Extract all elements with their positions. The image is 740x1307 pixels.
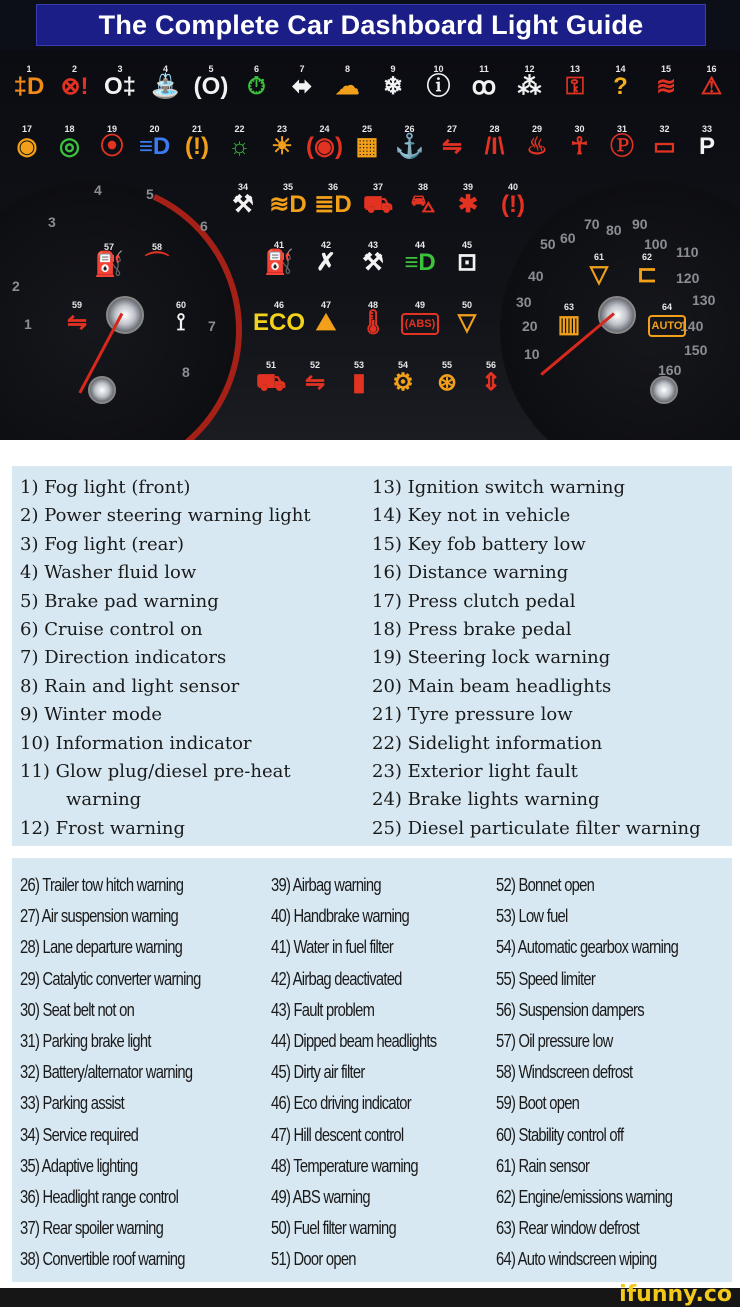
warning-light-number: 50 [461, 300, 472, 310]
warning-light-62-icon: ⊏ [636, 261, 658, 288]
warning-light-41 [258, 240, 300, 276]
warning-light-51-icon: ⛟ [255, 369, 287, 396]
warning-light-20 [134, 124, 176, 160]
legend-entry: 41) Water in fuel filter [271, 937, 394, 958]
legend-2-column-1 [20, 870, 240, 1276]
warning-light-62 [626, 252, 668, 288]
warning-light-64 [646, 302, 688, 337]
warning-light-number: 15 [660, 64, 671, 74]
legend-entry: 22) Sidelight information [372, 732, 603, 754]
warning-light-1 [8, 64, 50, 100]
warning-light-number: 52 [309, 360, 320, 370]
warning-light-30 [559, 124, 601, 160]
warning-light-54-icon: ⚙ [392, 369, 414, 396]
warning-light-27 [431, 124, 473, 160]
legend-entry: 57) Oil pressure low [496, 1031, 613, 1052]
warning-light-57-icon: ⛽ [94, 251, 124, 278]
legend-entry: 11) Glow plug/diesel pre-heat [20, 761, 291, 783]
rev-gauge-label: 6 [200, 218, 208, 234]
legend-2-column-3 [496, 870, 718, 1276]
warning-light-38-icon: ⛍ [410, 191, 436, 218]
warning-light-41-icon: ⛽ [264, 249, 294, 276]
warning-light-11 [463, 64, 505, 100]
warning-light-number: 14 [615, 64, 626, 74]
warning-light-11-icon: ꝏ [471, 73, 497, 100]
legend-entry: 20) Main beam headlights [372, 675, 612, 697]
legend-entry: 15) Key fob battery low [372, 533, 586, 555]
warning-light-2-icon: ⊗! [60, 73, 89, 100]
small-dial-hub-right [650, 376, 678, 404]
legend-entry: 25) Diesel particulate filter warning [372, 817, 701, 839]
warning-light-63 [548, 302, 590, 338]
legend-entry: 38) Convertible roof warning [20, 1249, 185, 1270]
warning-light-number: 30 [574, 124, 585, 134]
warning-light-number: 9 [390, 64, 396, 74]
warning-light-25 [346, 124, 388, 160]
legend-entry: 42) Airbag deactivated [271, 968, 402, 989]
speed-gauge-label: 10 [524, 346, 540, 362]
warning-light-number: 18 [64, 124, 75, 134]
legend-entry: 43) Fault problem [271, 999, 375, 1020]
warning-light-29-icon: ♨ [526, 133, 548, 160]
warning-light-number: 21 [191, 124, 202, 134]
speed-gauge-label: 60 [560, 230, 576, 246]
warning-light-30-icon: ☥ [570, 133, 589, 160]
legend-entry: 56) Suspension dampers [496, 999, 644, 1020]
warning-light-number: 5 [208, 64, 214, 74]
legend-entry: 27) Air suspension warning [20, 906, 179, 927]
footer-bar [0, 1282, 740, 1307]
warning-light-number: 55 [441, 360, 452, 370]
warning-light-number: 37 [372, 182, 383, 192]
warning-light-number: 53 [353, 360, 364, 370]
warning-light-number: 13 [569, 64, 580, 74]
legend-entry: 32) Battery/alternator warning [20, 1062, 193, 1083]
warning-light-4 [145, 64, 187, 100]
warning-light-number: 47 [320, 300, 331, 310]
warning-light-number: 25 [361, 124, 372, 134]
legend-entry: 48) Temperature warning [271, 1155, 418, 1176]
warning-light-29 [516, 124, 558, 160]
warning-light-50-icon: ▽ [457, 309, 477, 336]
warning-light-50 [446, 300, 488, 336]
warning-light-number: 6 [253, 64, 259, 74]
warning-light-12-icon: ⁂ [517, 73, 542, 100]
warning-light-64-icon: AUTO [648, 315, 687, 337]
warning-light-28 [474, 124, 516, 160]
legend-entry: 59) Boot open [496, 1093, 580, 1114]
speed-gauge-label: 50 [540, 236, 556, 252]
speed-gauge-label: 40 [528, 268, 544, 284]
warning-light-36-icon: ≣D [314, 191, 352, 218]
small-dial-hub-left [88, 376, 116, 404]
legend-entry: 1) Fog light (front) [20, 477, 191, 498]
warning-light-number: 59 [71, 300, 82, 310]
legend-entry: 36) Headlight range control [20, 1187, 179, 1208]
warning-light-number: 64 [661, 302, 672, 312]
ifunny-watermark: ifunny.co [619, 1282, 732, 1307]
legend-entry: 23) Exterior light fault [372, 761, 578, 783]
legend-entry: 51) Door open [271, 1249, 356, 1270]
warning-light-number: 48 [367, 300, 378, 310]
legend-entry: 16) Distance warning [372, 562, 569, 584]
warning-light-9 [372, 64, 414, 100]
warning-light-45-icon: ⊡ [456, 249, 478, 276]
warning-light-number: 23 [276, 124, 287, 134]
warning-light-24 [304, 124, 346, 160]
warning-light-number: 38 [417, 182, 428, 192]
warning-light-number: 33 [701, 124, 712, 134]
warning-light-56-icon: ⇕ [480, 369, 502, 396]
warning-light-47-icon: ⛰ [315, 309, 337, 336]
warning-light-number: 16 [706, 64, 717, 74]
legend-entry: 45) Dirty air filter [271, 1062, 365, 1083]
warning-light-55 [426, 360, 468, 396]
warning-light-number: 36 [327, 182, 338, 192]
legend-entry: 52) Bonnet open [496, 875, 595, 895]
warning-light-17-icon: ◉ [16, 133, 38, 160]
warning-light-48-icon: 🌡 [357, 309, 389, 336]
warning-light-7 [281, 64, 323, 100]
legend-entry: 62) Engine/emissions warning [496, 1187, 673, 1208]
warning-light-number: 62 [641, 252, 652, 262]
warning-light-23 [261, 124, 303, 160]
warning-light-number: 44 [414, 240, 425, 250]
legend-entry: 24) Brake lights warning [372, 789, 600, 811]
legend-entry: 10) Information indicator [20, 732, 252, 754]
speed-gauge-label: 70 [584, 216, 600, 232]
warning-light-35 [267, 182, 309, 218]
rev-gauge-label: 5 [146, 186, 154, 202]
warning-light-48 [352, 300, 394, 336]
warning-light-number: 11 [479, 64, 489, 74]
warning-light-number: 60 [175, 300, 186, 310]
legend-entry: 6) Cruise control on [20, 619, 203, 641]
warning-light-15-icon: ≋ [655, 73, 677, 100]
legend-entry: 18) Press brake pedal [372, 619, 572, 641]
legend-entry: 14) Key not in vehicle [372, 505, 571, 527]
speed-gauge-label: 100 [644, 236, 668, 252]
warning-light-52 [294, 360, 336, 396]
warning-light-52-icon: ⇋ [304, 369, 326, 396]
warning-light-number: 28 [489, 124, 500, 134]
warning-light-19 [91, 124, 133, 160]
warning-light-number: 32 [659, 124, 670, 134]
warning-light-24-icon: (◉) [306, 133, 343, 160]
warning-light-53-icon: ▮ [352, 369, 366, 396]
warning-light-40-icon: (!) [501, 191, 525, 218]
warning-light-17 [6, 124, 48, 160]
warning-light-37 [357, 182, 399, 218]
warning-light-49 [399, 300, 441, 335]
warning-light-number: 51 [265, 360, 276, 370]
warning-light-number: 31 [616, 124, 627, 134]
legend-entry: 55) Speed limiter [496, 968, 596, 989]
warning-light-number: 22 [234, 124, 245, 134]
legend-entry: 35) Adaptive lighting [20, 1155, 138, 1176]
warning-light-59 [56, 300, 98, 336]
warning-light-32 [644, 124, 686, 160]
rev-gauge-label: 4 [94, 182, 102, 198]
legend-entry: 34) Service required [20, 1124, 139, 1145]
warning-light-27-icon: ⇋ [441, 133, 463, 160]
legend-entry: 37) Rear spoiler warning [20, 1218, 164, 1239]
warning-light-number: 58 [151, 242, 162, 252]
warning-light-number: 40 [507, 182, 518, 192]
legend-entry: 12) Frost warning [20, 817, 185, 839]
rev-gauge-label: 1 [24, 316, 32, 332]
warning-light-31 [601, 124, 643, 160]
warning-light-number: 43 [367, 240, 378, 250]
warning-light-number: 8 [344, 64, 350, 74]
warning-light-33-icon: P [698, 133, 715, 160]
warning-light-58 [136, 242, 178, 278]
warning-light-number: 42 [320, 240, 331, 250]
warning-light-16-icon: ⚠ [700, 73, 723, 100]
legend-entry: 30) Seat belt not on [20, 999, 135, 1020]
warning-light-number: 17 [21, 124, 32, 134]
speed-gauge-label: 30 [516, 294, 532, 310]
warning-light-number: 4 [162, 64, 168, 74]
warning-light-number: 1 [26, 64, 32, 74]
rev-gauge-label: 7 [208, 318, 216, 334]
warning-light-59-icon: ⇋ [66, 309, 88, 336]
warning-light-60-icon: ⟟ [176, 309, 186, 336]
warning-light-6-icon: ⏱ [247, 73, 266, 100]
warning-light-2 [54, 64, 96, 100]
warning-light-5-icon: (O) [193, 73, 229, 100]
warning-light-31-icon: Ⓟ [610, 133, 634, 160]
legend-entry: 50) Fuel filter warning [271, 1218, 396, 1239]
legend-entry: 58) Windscreen defrost [496, 1062, 633, 1083]
warning-light-number: 3 [117, 64, 123, 74]
warning-light-number: 46 [273, 300, 284, 310]
legend-entry: 49) ABS warning [271, 1187, 370, 1208]
warning-light-number: 57 [103, 242, 114, 252]
legend-entry: 60) Stability control off [496, 1124, 624, 1145]
legend-2-column-2 [271, 870, 473, 1276]
warning-light-40 [492, 182, 534, 218]
legend-entry: 7) Direction indicators [20, 647, 227, 669]
dashboard-illustration [0, 50, 740, 440]
warning-light-1-icon: ‡D [13, 73, 45, 100]
speed-needle-hub [598, 296, 636, 334]
warning-light-47 [305, 300, 347, 336]
warning-light-13-icon: ⚿ [565, 73, 585, 100]
warning-light-61-icon: ▽ [589, 261, 609, 288]
warning-light-number: 7 [299, 64, 305, 74]
legend-entry: 13) Ignition switch warning [372, 477, 626, 498]
warning-light-49-icon: (ABS) [401, 313, 440, 335]
warning-light-number: 29 [531, 124, 542, 134]
legend-entry: 47) Hill descent control [271, 1124, 404, 1145]
rev-gauge-label: 8 [182, 364, 190, 380]
warning-light-number: 49 [414, 300, 425, 310]
legend-entry: 8) Rain and light sensor [20, 675, 240, 697]
warning-light-43 [352, 240, 394, 276]
warning-light-35-icon: ≋D [269, 191, 307, 218]
warning-light-3 [99, 64, 141, 100]
warning-light-number: 41 [273, 240, 284, 250]
warning-light-15 [645, 64, 687, 100]
legend-entry: 21) Tyre pressure low [372, 704, 573, 726]
warning-light-number: 24 [319, 124, 330, 134]
warning-light-60 [160, 300, 202, 336]
warning-light-51 [250, 360, 292, 396]
speed-gauge-label: 160 [658, 362, 682, 378]
legend-entry: 28) Lane departure warning [20, 937, 183, 958]
warning-light-39 [447, 182, 489, 218]
warning-light-33 [686, 124, 728, 160]
speed-gauge-label: 120 [676, 270, 700, 286]
warning-light-42 [305, 240, 347, 276]
warning-light-37-icon: ⛟ [362, 191, 394, 218]
warning-light-26-icon: ⚓ [394, 133, 425, 160]
page-title: The Complete Car Dashboard Light Guide [98, 9, 644, 40]
legend-entry: 40) Handbrake warning [271, 906, 409, 927]
legend-entry: 26) Trailer tow hitch warning [20, 875, 184, 895]
legend-entry: 4) Washer fluid low [20, 562, 197, 584]
speed-gauge-label: 150 [684, 342, 708, 358]
warning-light-43-icon: ⚒ [362, 249, 384, 276]
legend-entry: warning [66, 789, 142, 811]
warning-light-28-icon: /I\ [484, 133, 505, 160]
legend-entry: 2) Power steering warning light [20, 505, 311, 527]
title-bar [0, 0, 740, 50]
warning-light-8-icon: ☁ [335, 73, 360, 100]
warning-light-5 [190, 64, 232, 100]
warning-light-8 [327, 64, 369, 100]
legend-entry: 3) Fog light (rear) [20, 533, 185, 555]
warning-light-38 [402, 182, 444, 218]
warning-light-63-icon: ▥ [557, 311, 581, 338]
warning-light-36 [312, 182, 354, 218]
warning-light-21-icon: (!) [185, 133, 209, 160]
warning-light-number: 39 [462, 182, 473, 192]
legend-1-left-column [20, 474, 311, 843]
legend-entry: 44) Dipped beam headlights [271, 1031, 437, 1052]
legend-panel-2 [12, 858, 732, 1282]
speed-gauge-label: 130 [692, 292, 716, 308]
legend-entry: 53) Low fuel [496, 906, 568, 927]
legend-entry: 63) Rear window defrost [496, 1218, 640, 1239]
warning-light-54 [382, 360, 424, 396]
warning-light-9-icon: ❄ [382, 73, 404, 100]
speed-gauge-label: 80 [606, 222, 622, 238]
speed-gauge-label: 90 [632, 216, 648, 232]
warning-light-13 [554, 64, 596, 100]
warning-light-number: 56 [485, 360, 496, 370]
warning-light-12 [509, 64, 551, 100]
warning-light-22 [219, 124, 261, 160]
warning-light-3-icon: O‡ [103, 73, 136, 100]
warning-light-6 [236, 64, 278, 100]
warning-light-number: 63 [563, 302, 574, 312]
speed-gauge-label: 20 [522, 318, 538, 334]
warning-light-16 [691, 64, 733, 100]
warning-light-4-icon: ⛲ [150, 73, 181, 100]
warning-light-46 [253, 300, 306, 336]
warning-light-53 [338, 360, 380, 396]
warning-light-18 [49, 124, 91, 160]
warning-light-44-icon: ≡D [404, 249, 436, 276]
warning-light-56 [470, 360, 512, 396]
legend-entry: 46) Eco driving indicator [271, 1093, 411, 1114]
warning-light-57 [88, 242, 130, 278]
rev-gauge-label: 2 [12, 278, 20, 294]
warning-light-26 [389, 124, 431, 160]
legend-entry: 61) Rain sensor [496, 1155, 590, 1176]
legend-entry: 29) Catalytic converter warning [20, 968, 201, 989]
warning-light-44 [399, 240, 441, 276]
warning-light-10-icon: ⓘ [426, 73, 451, 100]
warning-light-14-icon: ? [613, 73, 628, 100]
legend-entry: 31) Parking brake light [20, 1031, 151, 1052]
warning-light-number: 12 [524, 64, 535, 74]
legend-entry: 9) Winter mode [20, 704, 163, 726]
rev-gauge-label: 3 [48, 214, 56, 230]
warning-light-25-icon: ▦ [355, 133, 379, 160]
warning-light-39-icon: ✱ [457, 191, 479, 218]
legend-entry: 33) Parking assist [20, 1093, 125, 1114]
legend-entry: 17) Press clutch pedal [372, 590, 576, 612]
warning-light-23-icon: ☀ [271, 133, 293, 160]
warning-light-number: 19 [106, 124, 117, 134]
legend-entry: 64) Auto windscreen wiping [496, 1249, 657, 1270]
warning-light-number: 20 [149, 124, 160, 134]
warning-light-number: 61 [593, 252, 604, 262]
warning-light-10 [418, 64, 460, 100]
warning-light-32-icon: ▭ [653, 133, 676, 160]
warning-light-34-icon: ⚒ [232, 191, 254, 218]
warning-light-20-icon: ≡D [138, 133, 171, 160]
warning-light-number: 45 [461, 240, 472, 250]
warning-light-number: 26 [404, 124, 415, 134]
legend-entry: 39) Airbag warning [271, 875, 381, 895]
legend-entry: 19) Steering lock warning [372, 647, 611, 669]
legend-1-right-column [372, 474, 701, 843]
warning-light-46-icon: ECO [253, 309, 306, 336]
warning-light-number: 27 [446, 124, 457, 134]
warning-light-number: 10 [433, 64, 444, 74]
warning-light-number: 2 [71, 64, 77, 74]
warning-light-61 [578, 252, 620, 288]
warning-light-7-icon: ⬌ [291, 73, 313, 100]
legend-entry: 5) Brake pad warning [20, 590, 219, 612]
warning-light-14 [600, 64, 642, 100]
warning-light-58-icon: ⌒ [145, 251, 169, 278]
speed-gauge-label: 110 [676, 244, 699, 260]
legend-panel-1 [12, 466, 732, 846]
warning-light-34 [222, 182, 264, 218]
legend-entry: 54) Automatic gearbox warning [496, 937, 679, 958]
speed-gauge-label: 140 [680, 318, 704, 334]
warning-light-45 [446, 240, 488, 276]
warning-light-19-icon: ⦿ [100, 133, 124, 160]
warning-light-42-icon: ✗ [315, 249, 337, 276]
warning-light-number: 54 [397, 360, 408, 370]
warning-light-21 [176, 124, 218, 160]
title-box [36, 4, 706, 46]
warning-light-18-icon: ◎ [59, 133, 80, 160]
warning-light-number: 35 [282, 182, 293, 192]
warning-light-55-icon: ⊛ [436, 369, 458, 396]
warning-light-number: 34 [237, 182, 248, 192]
warning-light-22-icon: ☼ [228, 133, 251, 160]
